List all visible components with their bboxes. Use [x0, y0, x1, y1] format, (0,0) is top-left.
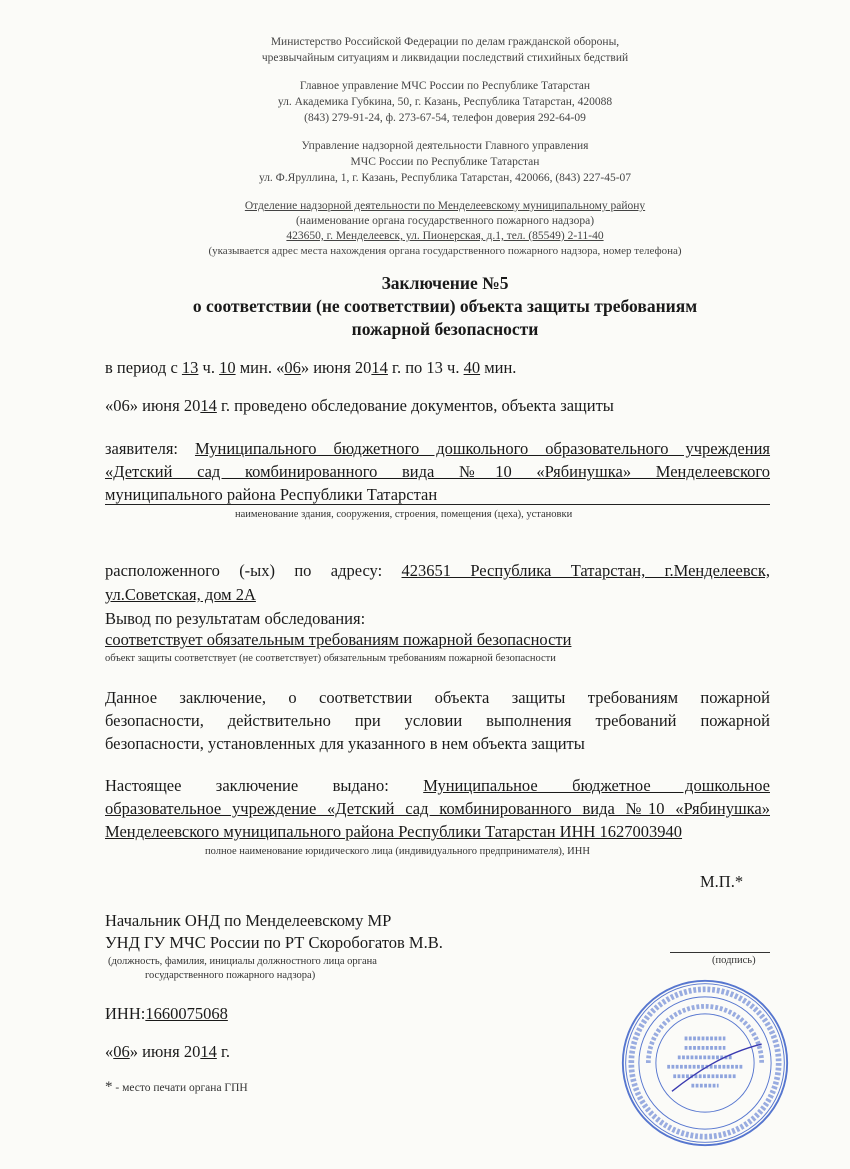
gu-line: (843) 279-91-24, ф. 273-67-54, телефон доверия 292-64-09	[304, 112, 586, 124]
gu-line: ул. Академика Губкина, 50, г. Казань, Республика Татарстан, 420088	[277, 96, 613, 108]
applicant-line: муниципального района Республики Татарстан	[105, 485, 770, 505]
doc-title: Заключение №5	[381, 273, 509, 293]
ond-caption: (наименование органа государственного пожарного надзора)	[295, 215, 595, 227]
applicant-line: заявителя: Муниципального бюджетного дошкольного образовательного учреждения	[105, 439, 771, 458]
issued-line: образовательное учреждение «Детский сад комбинированного вида №10 «Рябинушка»	[105, 799, 770, 818]
validity-line: Данное заключение, о соответствии объекта защиты требованиям пожарной	[105, 688, 770, 707]
ministry-line: чрезвычайным ситуациям и ликвидации последствий стихийных бедствий	[261, 52, 629, 64]
inspection-date: «06» июня 2014 г. проведено обследование документов, объекта защиты	[105, 396, 614, 415]
signatory-line: Начальник ОНД по Менделеевскому МР	[105, 911, 392, 930]
issued-line: Менделеевского муниципального района Республики Татарстан ИНН 1627003940	[105, 822, 683, 841]
applicant-line: «Детский сад комбинированного вида №10 «Рябинушка» Менделеевского	[105, 462, 770, 481]
gu-line: Главное управление МЧС России по Республике Татарстан	[299, 80, 591, 92]
und-line: Управление надзорной деятельности Главного управления	[301, 140, 589, 152]
inn: ИНН:1660075068	[105, 1004, 228, 1023]
official-stamp	[620, 978, 790, 1148]
signatory-caption: государственного пожарного надзора)	[145, 970, 316, 981]
inspection-period: в период с 13 ч. 10 мин. «06» июня 2014 г. по 13 ч. 40 мин.	[105, 358, 517, 377]
conclusion-caption: объект защиты соответствует (не соответствует) обязательным требованиям пожарной безопасности	[105, 653, 556, 664]
footnote: * - место печати органа ГПН	[105, 1079, 248, 1095]
und-line: МЧС России по Республике Татарстан	[350, 156, 540, 168]
issued-caption: полное наименование юридического лица (индивидуального предпринимателя), ИНН	[205, 846, 590, 857]
address-line: расположенного (-ых) по адресу: 423651 Республика Татарстан, г.Менделеевск,	[105, 561, 770, 580]
und-line: ул. Ф.Яруллина, 1, г. Казань, Республика Татарстан, 420066, (843) 227-45-07	[258, 172, 632, 184]
signatory-caption: (должность, фамилия, инициалы должностного лица органа	[108, 956, 377, 967]
ministry-line: Министерство Российской Федерации по делам гражданской обороны,	[270, 36, 620, 48]
signature-caption: (подпись)	[712, 955, 756, 966]
signatory-line: УНД ГУ МЧС России по РТ Скоробогатов М.В.	[105, 933, 443, 952]
applicant-caption: наименование здания, сооружения, строения, помещения (цеха), установки	[235, 509, 573, 520]
ond-name: Отделение надзорной деятельности по Менделеевскому муниципальному району	[244, 200, 646, 212]
address-line: ул.Советская, дом 2А	[105, 585, 256, 604]
validity-line: безопасности, установленных для указанного в нем объекта защиты	[105, 734, 585, 753]
ond-address-caption: (указывается адрес места нахождения органа государственного пожарного надзора, номер телефона)	[208, 245, 682, 257]
validity-line: безопасности, действительно при условии выполнения требований пожарной	[105, 711, 770, 730]
signature-line	[670, 952, 770, 953]
doc-subtitle: пожарной безопасности	[351, 319, 539, 339]
conclusion-value: соответствует обязательным требованиям пожарной безопасности	[105, 630, 572, 649]
issue-date: «06» июня 2014 г.	[105, 1042, 230, 1061]
seal-placeholder: М.П.*	[700, 872, 744, 891]
doc-subtitle: о соответствии (не соответствии) объекта защиты требованиям	[192, 296, 698, 316]
conclusion-label: Вывод по результатам обследования:	[105, 609, 366, 628]
issued-line: Настоящее заключение выдано: Муниципальное бюджетное дошкольное	[105, 776, 770, 795]
ond-address: 423650, г. Менделеевск, ул. Пионерская, д.1, тел. (85549) 2-11-40	[286, 230, 604, 242]
